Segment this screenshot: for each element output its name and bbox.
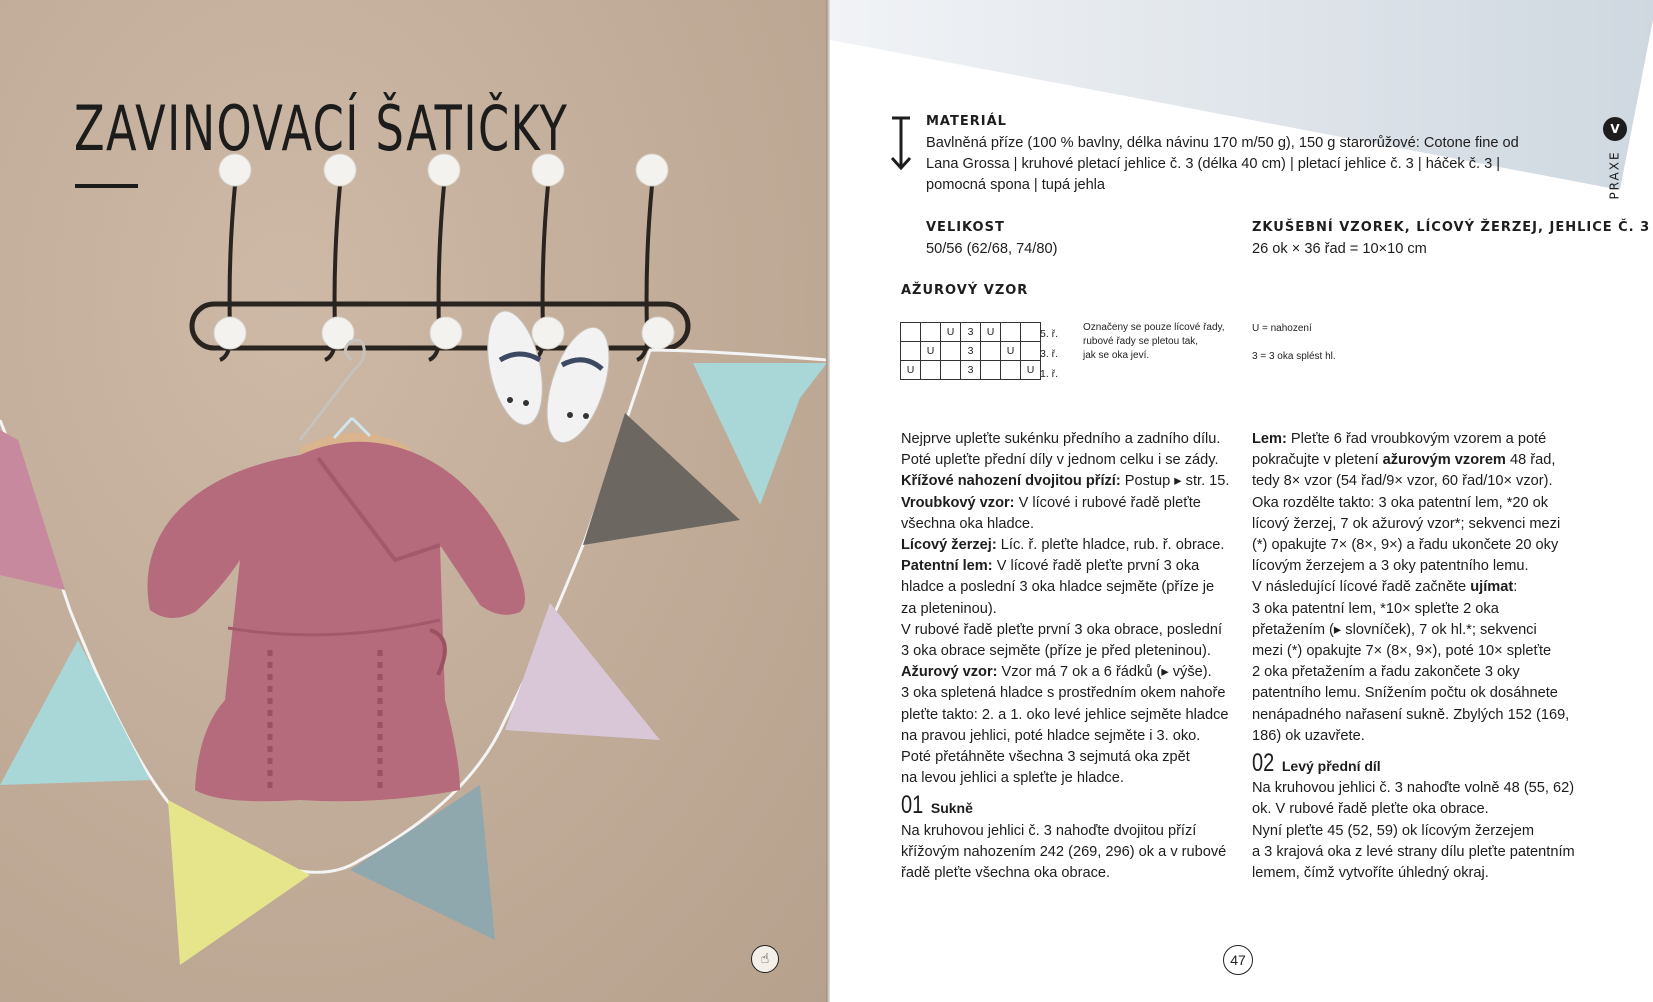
instructions-column-1: Nejprve upleťte sukénku předního a zadního dílu. Poté upleťte přední díly v jednom celku i se zády. Křížové nahození dvojitou přízí: Postup ▸ str. 15. Vroubkový vzor: V lícové i rubové řadě pleťte všechna oka hladce. Lícový žerzej: Líc. ř. pleťte hladce, rub. ř. obrace. Patentní lem: V lícové řadě pleťte první 3 oka hladce a poslední 3 oka hladce sejměte (příze je za pleteninou). V rubové řadě pleťte první 3 oka obrace, poslední 3 oka obrace sejměte (příze je před pleteninou). Ažurový vzor: Vzor má 7 ok a 6 řádků (▸ výše). 3 oka spletená hladce s prostředním okem nahoře pleťte takto: 2. a 1. oko levé jehlice sejměte hladce na pravou jehlici, poté hladce sejměte i 3. oko. Poté přetáhněte všechna 3 sejmutá oka zpět na levou jehlici a spleťte je hladce. 01 Sukně Na kruhovou jehlici č. 3 nahoďte dvojitou přízí křížovým nahozením 242 (269, 296) ok a v rubové řadě pleťte všechna oka obrace. bbox=[901, 431, 1230, 882]
legend-yarn-over: U = nahození bbox=[1252, 323, 1312, 334]
chapter-label: PRAXE bbox=[1607, 150, 1622, 200]
section-heading-02: 02 Levý přední díl bbox=[1252, 749, 1381, 778]
size-heading: VELIKOST bbox=[926, 220, 1005, 235]
page-title: ZAVINOVACÍ ŠATIČKY bbox=[74, 92, 569, 165]
material-text: Bavlněná příze (100 % bavlny, délka návinu 170 m/50 g), 150 g starorůžové: Cotone fine od Lana Grossa | kruhové pletací jehlice č. 3 (délka 40 cm) | pletací jehlice č. 3 | háček č. 3 | pomocná spona | tupá jehla bbox=[926, 135, 1519, 194]
title-underline bbox=[75, 184, 138, 188]
gauge-value: 26 ok × 36 řad = 10×10 cm bbox=[1252, 241, 1427, 257]
page-number: 47 bbox=[1223, 945, 1253, 975]
size-value: 50/56 (62/68, 74/80) bbox=[926, 241, 1058, 257]
knitted-dress bbox=[148, 442, 526, 802]
arrow-down-icon bbox=[890, 116, 912, 172]
chapter-badge: V bbox=[1603, 117, 1627, 141]
chart-row-labels: 5. ř. 3. ř. 1. ř. bbox=[1040, 328, 1059, 380]
material-heading: MATERIÁL bbox=[926, 114, 1007, 129]
instructions-column-2: Lem: Pleťte 6 řad vroubkovým vzorem a poté pokračujte v pletení ažurovým vzorem 48 řad, tedy 8× vzor (54 řad/9× vzor, 60 řad/10× vzor). Oka rozdělte takto: 3 oka patentní lem, *20 ok lícový žerzej, 7 ok ažurový vzor*; sekvenci mezi (*) opakujte 7× (8×, 9×) a řadu ukončete 20 oky lícovým žerzejem a 3 oky patentního lemu. V následující lícové řadě začněte ujímat: 3 oka patentní lem, *10× spleťte 2 oka přetažením (▸ slovníček), 7 ok hl.*; sekvenci mezi (*) opakujte 7× (8×, 9×), poté 10× spleťte 2 oka přetažením a řadu zakončete 3 oky patentního lemu. Snížením počtu ok dosáhnete nenápadného nařasení sukně. Zbylých 152 (169, 186) ok uzavřete. 02 Levý přední díl Na kruhovou jehlici č. 3 nahoďte volně 48 (55, 62) ok. V rubové řadě pleťte oka obrace. Nyní pleťte 45 (52, 59) ok lícovým žerzejem a 3 krajová oka z levé strany dílu pleťte patentním lemem, čímž vytvoříte úhledný okraj. bbox=[1252, 429, 1592, 884]
pattern-heading: AŽUROVÝ VZOR bbox=[901, 283, 1029, 298]
instruction-page bbox=[830, 0, 1653, 1002]
legend-decrease: 3 = 3 oka splést hl. bbox=[1252, 351, 1336, 362]
chart-note: Označeny se pouze lícové řady, rubové řady se pletou tak, jak se oka jeví. bbox=[1083, 322, 1225, 361]
lace-pattern-chart: U 3 U U 3 U U 3 U bbox=[900, 322, 1041, 380]
pointing-hand-icon: ☝ bbox=[751, 945, 779, 973]
section-heading-01: 01 Sukně bbox=[901, 791, 973, 820]
gauge-heading: ZKUŠEBNÍ VZOREK, LÍCOVÝ ŽERZEJ, JEHLICE Č. 3 bbox=[1252, 220, 1651, 235]
